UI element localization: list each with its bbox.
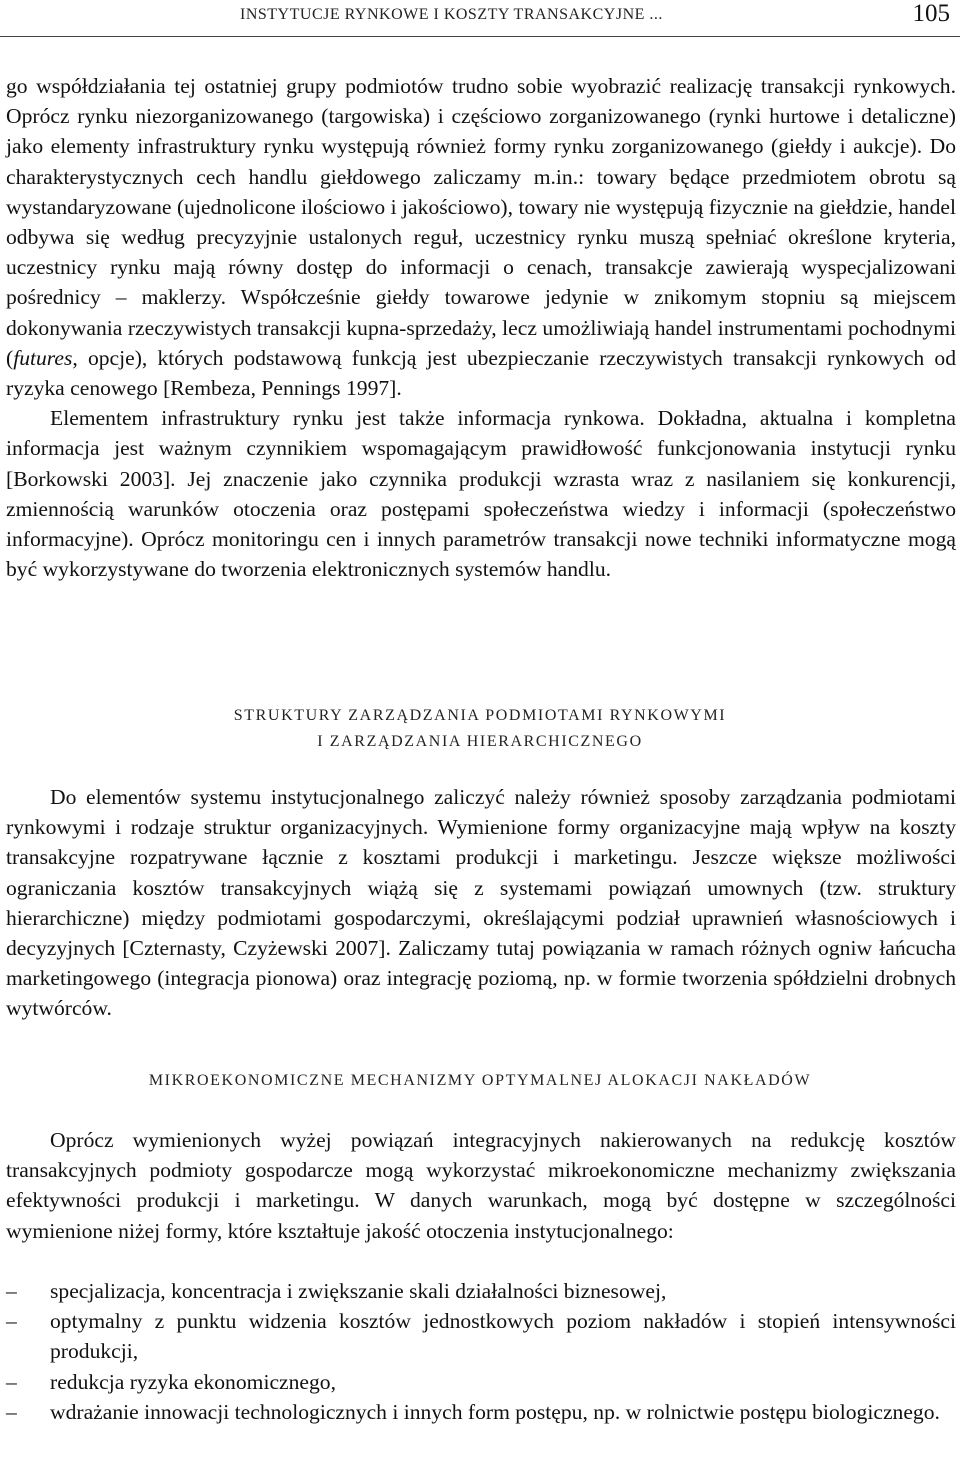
dash-marker: – <box>6 1369 17 1394</box>
dash-marker: – <box>6 1399 17 1424</box>
paragraph-2: Elementem infrastruktury rynku jest także informacja rynkowa. Dokładna, aktualna i kompletna informacja jest ważnym czynnikiem wspomagającym prawidłowość funkcjonowania instytucji rynku [Borkowski 2003]. Jej znaczenie jako czynnika produkcji wzrasta wraz z nasilaniem się konkurencji, zmiennością warunków otoczenia oraz postępami społeczeństwa wiedzy i informacji (społeczeństwo informacyjne). Oprócz monitoringu cen i innych parametrów transakcji nowe techniki informatyczne mogą być wykorzystywane do tworzenia elektronicznych systemów handlu. <box>6 406 956 582</box>
page-number: 105 <box>912 0 950 27</box>
section-2-body <box>6 782 956 1024</box>
list-item <box>6 1397 956 1427</box>
running-title: INSTYTUCJE RYNKOWE I KOSZTY TRANSAKCYJNE ... <box>240 6 663 23</box>
list-item-text: optymalny z punktu widzenia kosztów jednostkowych poziom nakładów i stopień intensywności produkcji, <box>50 1309 956 1364</box>
header-rule <box>0 36 960 37</box>
list-item <box>6 1306 956 1366</box>
paragraph-1-text: go współdziałania tej ostatniej grupy podmiotów trudno sobie wyobrazić realizację transakcji rynkowych. Oprócz rynku niezorganizowanego (targowiska) i częściowo zorganizowanego (rynki hurtowe i detaliczne) jako elementy infrastruktury rynku występują również formy rynku zorganizowanego (giełdy i aukcje). Do charakterystycznych cech handlu giełdowego zaliczamy m.in.: towary będące przedmiotem obrotu są wystandaryzowane (ujednolicone ilościowo i jakościowo), towary nie występują fizycznie na giełdzie, handel odbywa się według precyzyjnie ustalonych reguł, uczestnicy rynku muszą spełniać określone kryteria, uczestnicy rynku mają równy dostęp do informacji o cenach, transakcje zawierają wyspecjalizowani pośrednicy – maklerzy. Współcześnie giełdy towarowe jedynie w znikomym stopniu są miejscem dokonywania rzeczywistych transakcji kupna-sprzedaży, lecz umożliwiają handel instrumentami pochodnymi ( <box>6 74 956 370</box>
paragraph-3: Do elementów systemu instytucjonalnego zaliczyć należy również sposoby zarządzania podmiotami rynkowymi i rodzaje struktur organizacyjnych. Wymienione formy organizacyjne mają wpływ na koszty transakcyjne rozpatrywane łącznie z kosztami produkcji i marketingu. Jeszcze większe możliwości ograniczania kosztów transakcyjnych wiążą się z systemami powiązań umownych (tzw. struktury hierarchiczne) między podmiotami gospodarczymi, określającymi podział uprawnień własnościowych i decyzyjnych [Czternasty, Czyżewski 2007]. Zaliczamy tutaj powiązania w ramach różnych ogniw łańcucha marketingowego (integracja pionowa) oraz integrację poziomą, np. w formie tworzenia spółdzielni drobnych wytwórców. <box>6 785 956 1021</box>
list-item-text: wdrażanie innowacji technologicznych i innych form postępu, np. w rolnictwie postępu biologicznego. <box>50 1399 940 1424</box>
section-2-heading-line-2: I ZARZĄDZANIA HIERARCHICZNEGO <box>317 733 643 750</box>
paragraph-1-end: , opcje), których podstawową funkcją jest ubezpieczanie rzeczywistych transakcji rynkowych od ryzyka cenowego [Rembeza, Pennings 1997]. <box>6 345 956 401</box>
list-item-text: redukcja ryzyka ekonomicznego, <box>50 1369 336 1394</box>
list-item <box>6 1367 956 1397</box>
paragraph-4: Oprócz wymienionych wyżej powiązań integracyjnych nakierowanych na redukcję kosztów transakcyjnych podmioty gospodarcze mogą wykorzystać mikroekonomiczne mechanizmy zwiększania efektywności produkcji i marketingu. W danych warunkach, mogą być dostępne w szczególności wymienione niżej formy, które kształtuje jakość otoczenia instytucjonalnego: <box>6 1128 956 1243</box>
dash-marker: – <box>6 1309 17 1334</box>
section-1-body <box>6 71 956 584</box>
paragraph-1-italic: futures <box>13 345 73 370</box>
list-item-text: specjalizacja, koncentracja i zwiększanie skali działalności biznesowej, <box>50 1279 667 1303</box>
list-item <box>6 1276 956 1306</box>
bullet-list <box>6 1276 956 1427</box>
paragraph-1 <box>6 71 956 403</box>
section-3-body <box>6 1125 956 1246</box>
section-2-heading-line-1: STRUKTURY ZARZĄDZANIA PODMIOTAMI RYNKOWYMI <box>233 707 727 724</box>
dash-marker: – <box>6 1279 17 1303</box>
section-3-heading-line: MIKROEKONOMICZNE MECHANIZMY OPTYMALNEJ ALOKACJI NAKŁADÓW <box>148 1072 812 1089</box>
running-header <box>0 0 960 34</box>
section-3-heading <box>0 1068 960 1094</box>
section-2-heading <box>0 703 960 755</box>
